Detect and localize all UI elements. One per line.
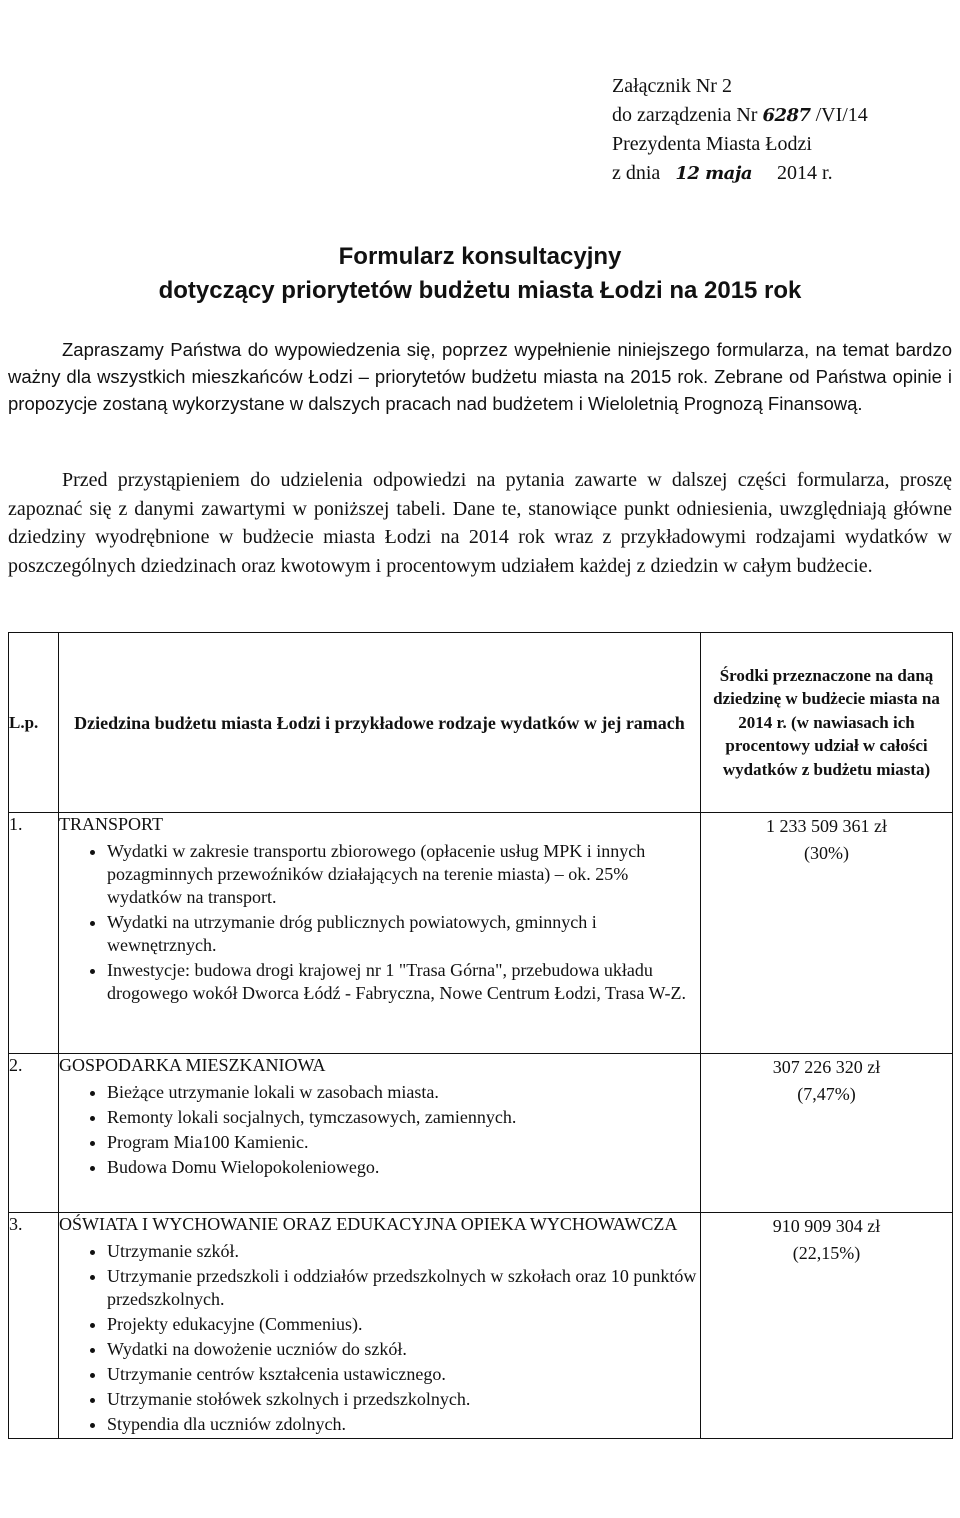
header-amount: Środki przeznaczone na daną dziedzinę w budżecie miasta na 2014 r. (w nawiasach ich procentowy udział w całości wydatków z budżetu miasta) <box>701 633 953 813</box>
list-item: • Budowa Domu Wielopokoleniowego. <box>107 1156 700 1179</box>
row-amount-cell <box>701 1054 953 1213</box>
row-amount: 307 226 320 zł <box>772 1057 881 1077</box>
annex-date-handwritten: 12 maja <box>675 163 753 184</box>
table-row <box>9 1054 953 1213</box>
instructions-paragraph: Przed przystąpieniem do udzielenia odpowiedzi na pytania zawarte w dalszej części formularza, proszę zapoznać się z danymi zawartymi w poniższej tabeli. Dane te, stanowiące punkt odniesienia, uwzględniają główne dziedziny wyodrębnione w budżecie miasta Łodzi na 2014 rok wraz z przykładowymi rodzajami wydatków w poszczególnych dziedzinach oraz kwotowym i procentowym udziałem każdej z dziedzin w całym budżecie. <box>8 469 952 577</box>
row-amount: 1 233 509 361 zł <box>766 816 887 836</box>
row-amount-cell <box>701 813 953 1054</box>
row-area <box>59 1213 701 1439</box>
row-lp: 3. <box>9 1213 59 1439</box>
budget-table <box>8 632 953 1439</box>
table-row <box>9 1213 953 1439</box>
row-items <box>59 1240 700 1436</box>
list-item: • Wydatki na dowożenie uczniów do szkół. <box>107 1338 700 1361</box>
list-item: • Projekty edukacyjne (Commenius). <box>107 1313 700 1336</box>
row-area <box>59 813 701 1054</box>
row-amount: 910 909 304 zł <box>772 1216 881 1236</box>
list-item: • Utrzymanie centrów kształcenia ustawicznego. <box>107 1363 700 1386</box>
list-item: • Program Mia100 Kamienic. <box>107 1131 700 1154</box>
list-item: • Bieżące utrzymanie lokali w zasobach miasta. <box>107 1081 700 1104</box>
row-percent: (22,15%) <box>792 1243 861 1263</box>
list-item: • Stypendia dla uczniów zdolnych. <box>107 1413 700 1436</box>
annex-order-number: 6287 <box>762 105 811 126</box>
row-items <box>59 840 700 1005</box>
annex-order-line <box>612 101 868 130</box>
row-percent: (7,47%) <box>797 1084 856 1104</box>
form-title-line1: Formularz konsultacyjny <box>338 243 622 270</box>
annex-number: Załącznik Nr 2 <box>612 75 732 97</box>
row-lp: 2. <box>9 1054 59 1213</box>
form-title <box>0 240 960 308</box>
row-items <box>59 1081 700 1179</box>
annex-date-line <box>612 159 868 188</box>
annex-date-year: 2014 r. <box>777 162 833 184</box>
annex-date-prefix: z dnia <box>612 162 661 184</box>
annex-issuer: Prezydenta Miasta Łodzi <box>612 133 812 155</box>
row-lp: 1. <box>9 813 59 1054</box>
header-lp: L.p. <box>9 633 59 813</box>
annex-order-suffix: /VI/14 <box>815 104 868 126</box>
header-area: Dziedzina budżetu miasta Łodzi i przykładowe rodzaje wydatków w jej ramach <box>59 633 701 813</box>
intro-section <box>8 336 952 417</box>
intro-paragraph: Zapraszamy Państwa do wypowiedzenia się, poprzez wypełnienie niniejszego formularza, na temat bardzo ważny dla wszystkich mieszkańców Łodzi – priorytetów budżetu miasta na 2015 rok. Zebrane od Państwa opinie i propozycje zostaną wykorzystane w dalszych pracach nad budżetem i Wieloletnią Prognozą Finansową. <box>8 339 952 414</box>
row-area <box>59 1054 701 1213</box>
table-header-row <box>9 633 953 813</box>
row-title: OŚWIATA I WYCHOWANIE ORAZ EDUKACYJNA OPIEKA WYCHOWAWCZA <box>59 1214 678 1234</box>
annex-order-prefix: do zarządzenia Nr <box>612 104 758 126</box>
form-title-line2: dotyczący priorytetów budżetu miasta Łodzi na 2015 rok <box>158 277 802 304</box>
list-item: • Wydatki na utrzymanie dróg publicznych powiatowych, gminnych i wewnętrznych. <box>107 911 700 957</box>
annex-header <box>612 72 868 188</box>
list-item: • Wydatki w zakresie transportu zbiorowego (opłacenie usług MPK i innych pozagminnych przewoźników działających na terenie miasta) – ok. 25% wydatków na transport. <box>107 840 700 909</box>
list-item: • Inwestycje: budowa drogi krajowej nr 1 "Trasa Górna", przebudowa układu drogowego wokół Dworca Łódź - Fabryczna, Nowe Centrum Łodzi, Trasa W-Z. <box>107 959 700 1005</box>
list-item: • Utrzymanie stołówek szkolnych i przedszkolnych. <box>107 1388 700 1411</box>
row-title: TRANSPORT <box>59 814 163 834</box>
row-amount-cell <box>701 1213 953 1439</box>
list-item: • Utrzymanie szkół. <box>107 1240 700 1263</box>
table-row <box>9 813 953 1054</box>
row-title: GOSPODARKA MIESZKANIOWA <box>59 1055 326 1075</box>
list-item: • Utrzymanie przedszkoli i oddziałów przedszkolnych w szkołach oraz 10 punktów przedszkolnych. <box>107 1265 700 1311</box>
list-item: • Remonty lokali socjalnych, tymczasowych, zamiennych. <box>107 1106 700 1129</box>
instructions-section <box>8 466 952 580</box>
row-percent: (30%) <box>804 843 849 863</box>
